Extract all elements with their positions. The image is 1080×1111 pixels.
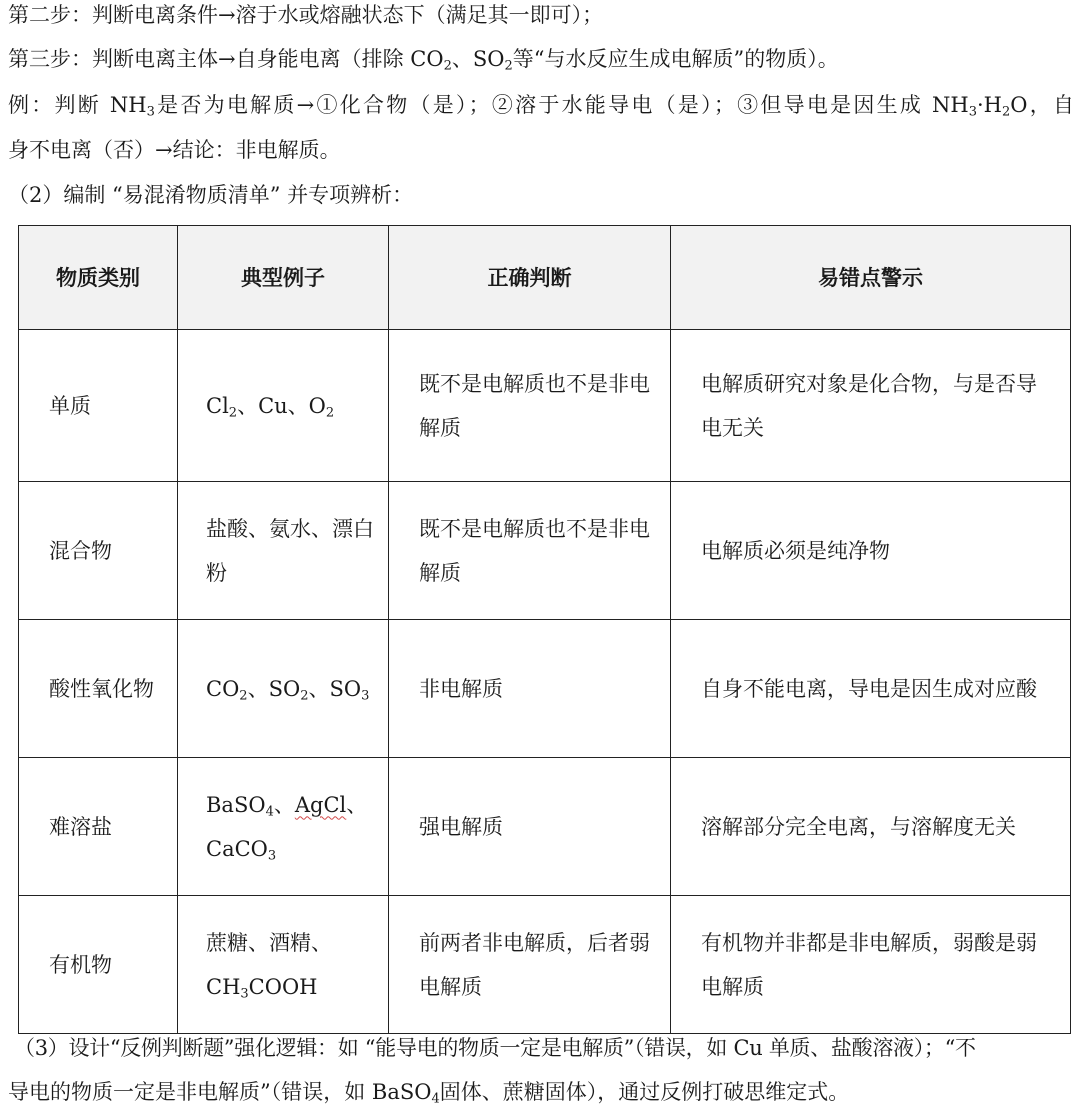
cell-category: 单质 (19, 330, 178, 482)
header-example: 典型例子 (178, 226, 389, 330)
cell-judgement: 既不是电解质也不是非电解质 (389, 330, 671, 482)
table-row (19, 482, 1071, 620)
cell-warning: 溶解部分完全电离，与溶解度无关 (671, 758, 1071, 896)
header-category: 物质类别 (19, 226, 178, 330)
cell-example: $CO_2$、$SO_2$、$SO_3$ (178, 620, 389, 758)
section-three-line: （3）设计“反例判断题”强化逻辑：如 “能导电的物质一定是电解质”（错误，如 Cu 单质、盐酸溶液）；“不 (14, 1036, 976, 1060)
spellcheck-underlined-word: AgCl (294, 792, 347, 817)
cell-judgement: 非电解质 (389, 620, 671, 758)
header-warning: 易错点警示 (671, 226, 1071, 330)
cell-judgement: 强电解质 (389, 758, 671, 896)
cell-example: BaSO$_4$、AgCl、CaCO$_3$ (178, 758, 389, 896)
cell-warning: 电解质必须是纯净物 (671, 482, 1071, 620)
section-two-heading: （2）编制 “易混淆物质清单” 并专项辨析： (8, 183, 414, 207)
cell-warning: 自身不能电离，导电是因生成对应酸 (671, 620, 1071, 758)
table-header-row (19, 226, 1071, 330)
header-judgement: 正确判断 (389, 226, 671, 330)
cell-category: 难溶盐 (19, 758, 178, 896)
cell-warning: 有机物并非都是非电解质，弱酸是弱电解质 (671, 896, 1071, 1034)
example-line: 例：判断 $NH_3$是否为电解质→①化合物（是）；②溶于水能导电（是）；③但导电是因生成 $NH_3\cdot H_2O$，自 (8, 93, 1074, 120)
cell-example: 盐酸、氨水、漂白粉 (178, 482, 389, 620)
cell-example: 蔗糖、酒精、$CH_3COOH$ (178, 896, 389, 1034)
cell-category: 有机物 (19, 896, 178, 1034)
step-three-line: 第三步：判断电离主体→自身能电离（排除 $CO_2$、$SO_2$等“与水反应生成电解质”的物质）。 (8, 47, 839, 74)
table-row (19, 896, 1071, 1034)
table-row (19, 620, 1071, 758)
table-row (19, 330, 1071, 482)
cell-warning: 电解质研究对象是化合物，与是否导电无关 (671, 330, 1071, 482)
confusable-substances-table (18, 225, 1071, 1034)
table-row (19, 758, 1071, 896)
cell-example: $Cl_2$、Cu、$O_2$ (178, 330, 389, 482)
cell-category: 酸性氧化物 (19, 620, 178, 758)
step-two-line: 第二步：判断电离条件→溶于水或熔融状态下（满足其一即可）； (8, 3, 604, 27)
section-three-continuation: 导电的物质一定是非电解质”（错误，如 BaSO$_4$固体、蔗糖固体），通过反例打破思维定式。 (8, 1080, 850, 1107)
cell-category: 混合物 (19, 482, 178, 620)
cell-judgement: 前两者非电解质，后者弱电解质 (389, 896, 671, 1034)
example-continuation-line: 身不电离（否）→结论：非电解质。 (8, 138, 341, 162)
cell-judgement: 既不是电解质也不是非电解质 (389, 482, 671, 620)
